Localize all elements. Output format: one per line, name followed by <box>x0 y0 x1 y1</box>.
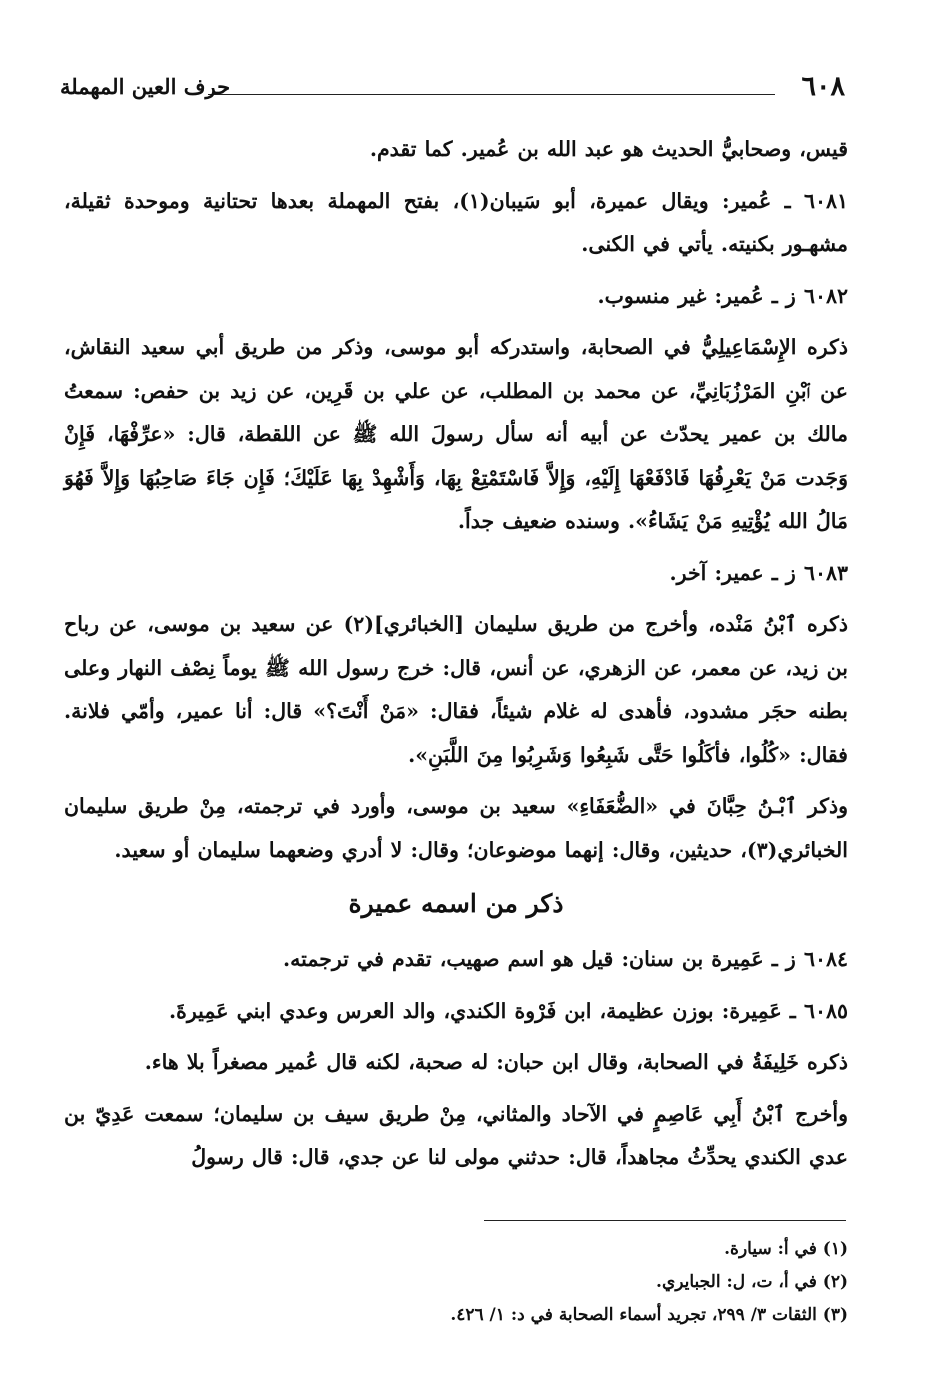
entry-6082 <box>64 275 848 319</box>
paragraph-text: وذكر ٱبْـنُ حِبَّانَ في «الضُّعَفَاءِ» سعيد بن موسى، وأورد في ترجمته، مِنْ طريق سليمان الخبائري(٣)، حديثين، وقال: إنهما موضوعان؛ وقال: لا أدري وضعهما سليمان أو سعيد. <box>64 794 848 862</box>
entry-name: ـ عُمير: <box>722 188 791 213</box>
header-rule <box>208 94 775 95</box>
running-head <box>60 70 845 104</box>
entry-text: غير منسوب. <box>597 283 707 308</box>
paragraph-text: وأخرج ٱبْنُ أَبِي عَاصِمٍ في الآحاد والمثاني، مِنْ طريق سيف بن سليمان؛ سمعت عَدِيّ بن عدي الكندي يحدِّثُ مجاهداً، قال: حدثني مولى لنا عن جدي، قال: قال رسولُ <box>64 1101 848 1169</box>
entry-text: ويقال عميرة، أبو سَيبان(١)، بفتح المهملة بعدها تحتانية وموحدة ثقيلة، مشهـور بكنيته. يأتي في الكنى. <box>64 188 848 256</box>
entry-6083 <box>64 552 848 596</box>
entry-number: ٦٠٨٤ <box>803 947 848 971</box>
footnote-3: (٣) الثقات ٣/ ٢٩٩، تجريد أسماء الصحابة في د: ١/ ٤٢٦. <box>450 1305 848 1325</box>
footnotes <box>64 1233 848 1332</box>
entry-number: ٦٠٨٥ <box>803 998 848 1023</box>
paragraph <box>64 1041 848 1085</box>
section-heading: ذكر من اسمه عميرة <box>348 889 564 918</box>
entry-text: آخر. <box>669 560 707 585</box>
footnote-1: (١) في أ: سيارة. <box>724 1239 848 1259</box>
body-text <box>64 128 848 1188</box>
paragraph <box>64 603 848 777</box>
entry-6085 <box>64 990 848 1034</box>
footnote-2: (٢) في أ، ت، ل: الجبايري. <box>656 1272 848 1292</box>
paragraph <box>64 326 848 544</box>
entry-name: ز ـ عُمير: <box>714 283 796 308</box>
page-number: ٦٠٨ <box>801 71 845 102</box>
entry-number: ٦٠٨٢ <box>803 283 848 308</box>
running-title: حرف العين المهملة <box>60 74 231 99</box>
entry-name: ز ـ عمير: <box>714 560 796 585</box>
entry-6084 <box>64 938 848 982</box>
paragraph-text: ذكره خَلِيفَةُ في الصحابة، وقال ابن حبان: له صحبة، لكنه قال عُمير مصغراً بلا هاء. <box>144 1050 848 1074</box>
paragraph-continuation <box>64 128 848 172</box>
entry-number: ٦٠٨٣ <box>803 560 848 585</box>
entry-6081 <box>64 180 848 267</box>
entry-number: ٦٠٨١ <box>803 188 849 213</box>
entry-text: قيل هو اسم صهيب، تقدم في ترجمته. <box>283 947 614 971</box>
paragraph-text: قيس، وصحابيُّ الحديث هو عبد الله بن عُمير. كما تقدم. <box>369 137 848 161</box>
entry-name: ـ عَمِيرة: <box>721 998 796 1023</box>
paragraph-text: ذكره ٱبْنُ مَنْده، وأخرج من طريق سليمان [الخبائري](٢) عن سعيد بن موسى، عن رباح بن زيد، عن معمر، عن الزهري، عن أنس، قال: خرج رسول الله ﷺ يوماً نِصْف النهار وعلى بطنه حجَر مشدود، فأهدى له غلام شيئاً، فقال: «مَنْ أَنْتَ؟» قال: أنا عمير، وأمّي فلانة. فقال: «كُلُوا، فأكَلُوا حَتَّى شَبِعُوا وَشَرِبُوا مِنَ اللَّبَنِ». <box>64 612 848 767</box>
footnote-rule <box>484 1220 846 1221</box>
paragraph-text: ذكره الإِسْمَاعِيلِيُّ في الصحابة، واستدركه أبو موسى، وذكر من طريق أبي سعيد النقاش، عن ٱبْنِ المَرْزُبَانِيِّ، عن محمد بن المطلب، عن علي بن قَرِين، عن زيد بن حفص: سمعتُ مالك بن عمير يحدّث عن أبيه أنه سأل رسولَ الله ﷺ عن اللقطة، قال: «عرِّفْهَا، فَإِنْ وَجَدت مَنْ يَعْرِفُهَا فَادْفَعْهَا إِلَيْهِ، وَإِلاَّ فَاسْتَمْتِعْ بِهَا، وَأَشْهِدْ بِهَا عَلَيْكَ؛ فَإِن جَاءَ صَاحِبُهَا وَإِلاَّ فَهُوَ مَالُ الله يُؤْتِيهِ مَنْ يَشَاءُ». وسنده ضعيف جداً. <box>64 335 848 533</box>
paragraph <box>64 1093 848 1180</box>
paragraph <box>64 785 848 872</box>
entry-text: بوزن عظيمة، ابن فَرْوة الكندي، والد العرس وعدي ابني عَمِيرةَ. <box>168 998 714 1023</box>
entry-name: ز ـ عَمِيرة بن سنان: <box>621 947 796 971</box>
